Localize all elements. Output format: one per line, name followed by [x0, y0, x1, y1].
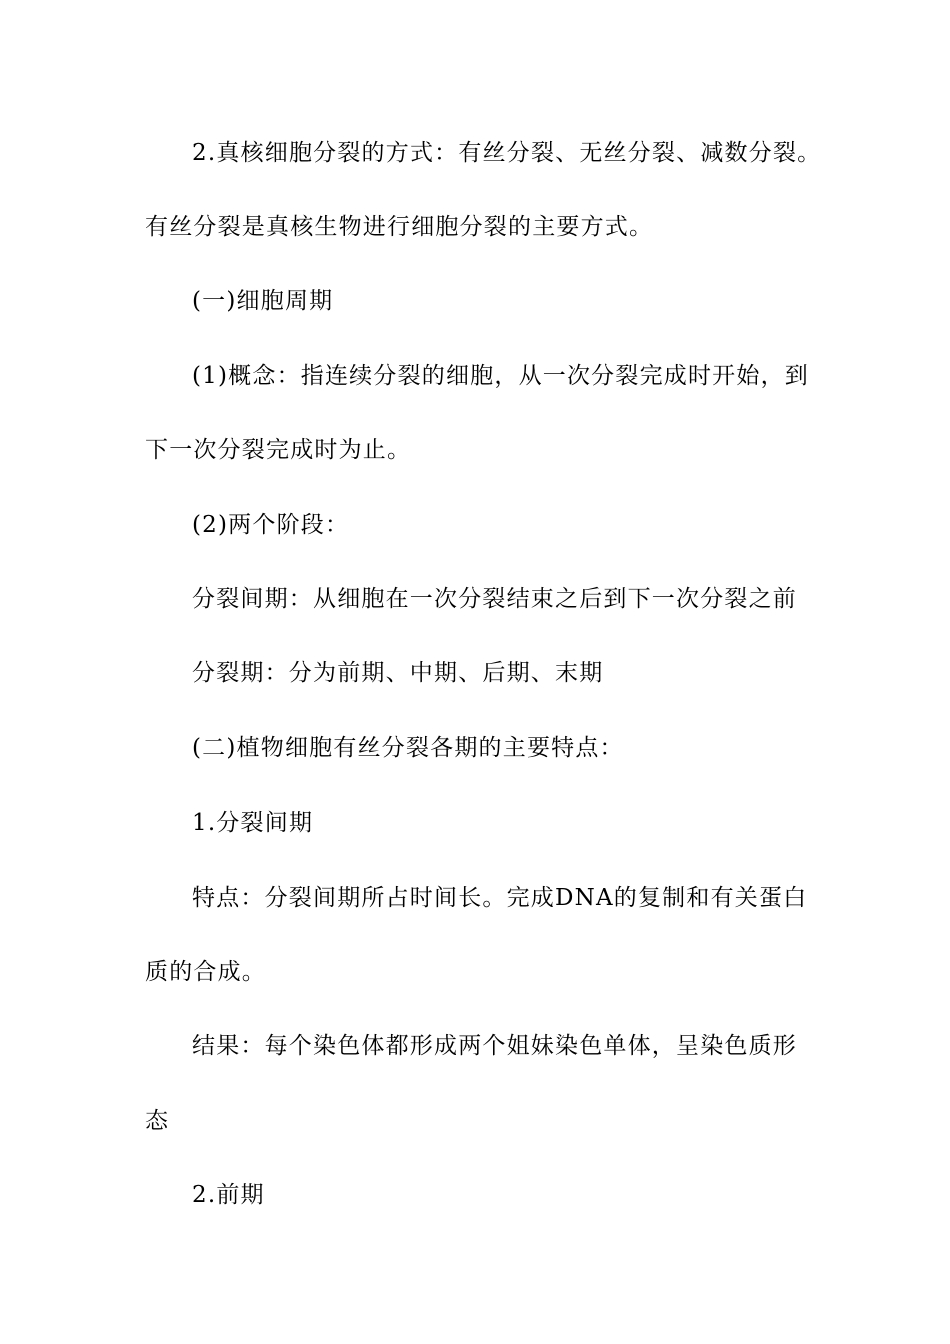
- paragraph-interphase-result-cont: 态: [145, 1108, 170, 1134]
- heading-prophase: 2.前期: [192, 1182, 265, 1208]
- heading-cell-cycle: (一)细胞周期: [192, 288, 334, 314]
- paragraph-concept-cont: 下一次分裂完成时为止。: [145, 437, 412, 463]
- heading-plant-mitosis: (二)植物细胞有丝分裂各期的主要特点：: [192, 735, 624, 761]
- paragraph-division-methods-cont: 有丝分裂是真核生物进行细胞分裂的主要方式。: [145, 214, 654, 240]
- paragraph-interphase-features: 特点：分裂间期所占时间长。完成DNA的复制和有关蛋白: [192, 885, 808, 911]
- paragraph-two-stages: (2)两个阶段：: [192, 512, 350, 538]
- paragraph-interphase: 分裂间期：从细胞在一次分裂结束之后到下一次分裂之前: [192, 586, 797, 612]
- paragraph-interphase-result: 结果：每个染色体都形成两个姐妹染色单体，呈染色质形: [192, 1033, 797, 1059]
- paragraph-division-methods: 2.真核细胞分裂的方式：有丝分裂、无丝分裂、减数分裂。: [192, 140, 822, 166]
- paragraph-interphase-features-cont: 质的合成。: [145, 959, 266, 985]
- paragraph-mitotic-phase: 分裂期：分为前期、中期、后期、末期: [192, 660, 604, 686]
- heading-interphase: 1.分裂间期: [192, 810, 314, 836]
- paragraph-concept: (1)概念：指连续分裂的细胞，从一次分裂完成时开始，到: [192, 363, 809, 389]
